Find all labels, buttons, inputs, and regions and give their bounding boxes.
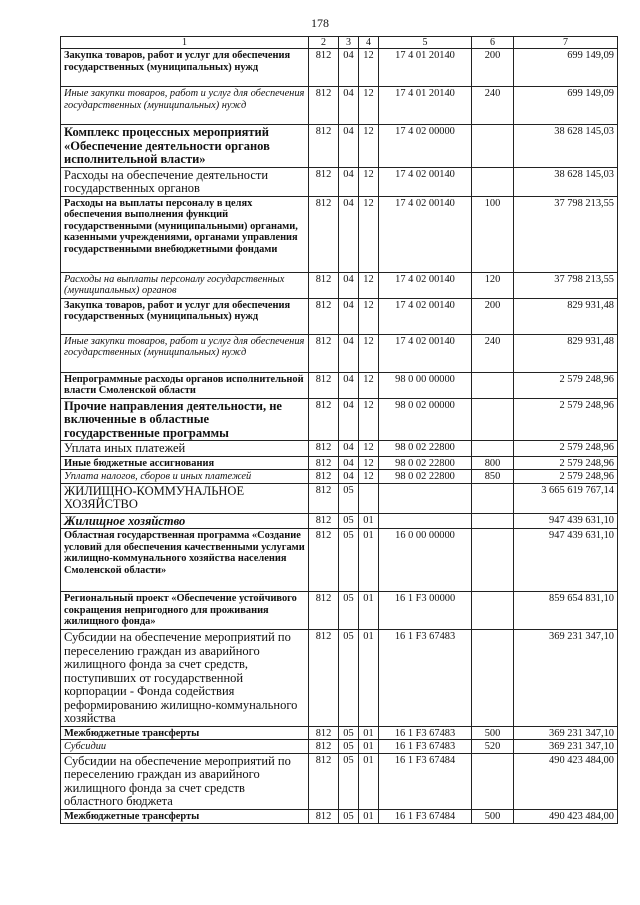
row-expense-type-cell (472, 529, 514, 592)
row-section-cell: 05 (339, 592, 359, 630)
row-subsection-cell: 12 (359, 125, 379, 168)
row-target-article-cell: 16 1 F3 67484 (379, 753, 472, 809)
row-subsection-cell: 01 (359, 630, 379, 727)
row-subsection-cell: 12 (359, 334, 379, 372)
row-target-article-cell: 98 0 02 00000 (379, 398, 472, 441)
row-name-cell: Межбюджетные трансферты (61, 809, 309, 823)
table-row (61, 49, 618, 87)
row-name-cell: Субсидии на обеспечение мероприятий по переселению граждан из аварийного жилищного фонда за счет средств областного бюджета (61, 753, 309, 809)
row-section-cell: 05 (339, 726, 359, 740)
row-name-cell: Уплата налогов, сборов и иных платежей (61, 470, 309, 484)
row-expense-type-cell (472, 167, 514, 196)
row-section-cell: 04 (339, 87, 359, 125)
row-grbs-cell: 812 (309, 87, 339, 125)
row-section-cell: 04 (339, 196, 359, 272)
row-grbs-cell: 812 (309, 167, 339, 196)
row-target-article-cell: 98 0 00 00000 (379, 372, 472, 398)
row-section-cell: 04 (339, 125, 359, 168)
row-subsection-cell: 12 (359, 372, 379, 398)
row-grbs-cell: 812 (309, 726, 339, 740)
row-grbs-cell: 812 (309, 334, 339, 372)
table-row (61, 441, 618, 457)
row-name-cell: Областная государственная программа «Создание условий для обеспечения качественными услугами жилищно-коммунального хозяйства населения Смоленской области» (61, 529, 309, 592)
row-amount-cell: 2 579 248,96 (514, 372, 618, 398)
table-row (61, 372, 618, 398)
header-col-section: 3 (339, 37, 359, 49)
table-row (61, 167, 618, 196)
row-expense-type-cell (472, 630, 514, 727)
table-row (61, 272, 618, 298)
row-grbs-cell: 812 (309, 456, 339, 470)
row-name-cell: Расходы на обеспечение деятельности государственных органов (61, 167, 309, 196)
row-expense-type-cell: 800 (472, 456, 514, 470)
row-subsection-cell: 01 (359, 592, 379, 630)
row-subsection-cell: 01 (359, 740, 379, 754)
row-target-article-cell: 17 4 02 00140 (379, 272, 472, 298)
row-section-cell: 05 (339, 529, 359, 592)
row-amount-cell: 2 579 248,96 (514, 441, 618, 457)
row-subsection-cell: 01 (359, 726, 379, 740)
table-row (61, 398, 618, 441)
row-name-cell: Уплата иных платежей (61, 441, 309, 457)
budget-table (60, 36, 618, 824)
row-name-cell: Субсидии на обеспечение мероприятий по переселению граждан из аварийного жилищного фонда за счет средств, поступивших от государственной корпорации - Фонда содействия реформированию жилищно-коммунального хозяйства (61, 630, 309, 727)
row-name-cell: Комплекс процессных мероприятий «Обеспечение деятельности органов исполнительной власти» (61, 125, 309, 168)
row-section-cell: 04 (339, 272, 359, 298)
table-row (61, 196, 618, 272)
row-grbs-cell: 812 (309, 753, 339, 809)
row-expense-type-cell (472, 513, 514, 529)
row-section-cell: 05 (339, 753, 359, 809)
row-amount-cell: 2 579 248,96 (514, 470, 618, 484)
row-expense-type-cell: 120 (472, 272, 514, 298)
row-grbs-cell: 812 (309, 398, 339, 441)
row-section-cell: 04 (339, 167, 359, 196)
row-subsection-cell: 12 (359, 456, 379, 470)
row-section-cell: 05 (339, 513, 359, 529)
row-target-article-cell: 98 0 02 22800 (379, 456, 472, 470)
row-amount-cell: 2 579 248,96 (514, 456, 618, 470)
row-name-cell: Региональный проект «Обеспечение устойчивого сокращения непригодного для проживания жилищного фонда» (61, 592, 309, 630)
row-subsection-cell: 12 (359, 470, 379, 484)
row-expense-type-cell: 240 (472, 87, 514, 125)
row-subsection-cell: 12 (359, 167, 379, 196)
table-body (61, 49, 618, 824)
row-subsection-cell: 12 (359, 87, 379, 125)
row-amount-cell: 369 231 347,10 (514, 630, 618, 727)
row-section-cell: 04 (339, 470, 359, 484)
row-name-cell: Субсидии (61, 740, 309, 754)
row-name-cell: Межбюджетные трансферты (61, 726, 309, 740)
row-grbs-cell: 812 (309, 592, 339, 630)
row-name-cell: Закупка товаров, работ и услуг для обеспечения государственных (муниципальных) нужд (61, 298, 309, 334)
row-expense-type-cell (472, 398, 514, 441)
row-name-cell: Расходы на выплаты персоналу в целях обеспечения выполнения функций государственными (муниципальными) органами, казенными учреждениями, органами управления государственными внебюджетными фондами (61, 196, 309, 272)
row-amount-cell: 38 628 145,03 (514, 167, 618, 196)
header-col-grbs: 2 (309, 37, 339, 49)
row-target-article-cell: 17 4 02 00140 (379, 298, 472, 334)
row-section-cell: 05 (339, 740, 359, 754)
row-target-article-cell: 16 1 F3 00000 (379, 592, 472, 630)
row-name-cell: ЖИЛИЩНО-КОММУНАЛЬНОЕ ХОЗЯЙСТВО (61, 483, 309, 513)
row-amount-cell: 829 931,48 (514, 334, 618, 372)
row-section-cell: 04 (339, 398, 359, 441)
row-name-cell: Закупка товаров, работ и услуг для обеспечения государственных (муниципальных) нужд (61, 49, 309, 87)
row-amount-cell: 369 231 347,10 (514, 726, 618, 740)
row-section-cell: 04 (339, 456, 359, 470)
header-col-subsection: 4 (359, 37, 379, 49)
row-target-article-cell: 16 1 F3 67483 (379, 740, 472, 754)
row-target-article-cell: 16 1 F3 67484 (379, 809, 472, 823)
row-section-cell: 04 (339, 334, 359, 372)
row-subsection-cell: 12 (359, 272, 379, 298)
row-amount-cell: 859 654 831,10 (514, 592, 618, 630)
row-amount-cell: 37 798 213,55 (514, 196, 618, 272)
row-expense-type-cell: 200 (472, 49, 514, 87)
table-row (61, 483, 618, 513)
row-section-cell: 05 (339, 483, 359, 513)
row-section-cell: 05 (339, 630, 359, 727)
table-row (61, 456, 618, 470)
table-row (61, 592, 618, 630)
row-amount-cell: 38 628 145,03 (514, 125, 618, 168)
header-row (61, 37, 618, 49)
row-target-article-cell: 98 0 02 22800 (379, 470, 472, 484)
row-expense-type-cell: 500 (472, 809, 514, 823)
row-subsection-cell: 12 (359, 49, 379, 87)
row-grbs-cell: 812 (309, 483, 339, 513)
page-number: 178 (311, 16, 329, 30)
row-target-article-cell: 17 4 02 00140 (379, 196, 472, 272)
row-expense-type-cell: 500 (472, 726, 514, 740)
row-subsection-cell: 01 (359, 753, 379, 809)
header-col-target-article: 5 (379, 37, 472, 49)
row-amount-cell: 490 423 484,00 (514, 809, 618, 823)
table-row (61, 630, 618, 727)
row-grbs-cell: 812 (309, 809, 339, 823)
row-subsection-cell: 01 (359, 529, 379, 592)
row-amount-cell: 699 149,09 (514, 49, 618, 87)
row-expense-type-cell: 240 (472, 334, 514, 372)
table-row (61, 87, 618, 125)
row-target-article-cell: 17 4 02 00000 (379, 125, 472, 168)
row-section-cell: 04 (339, 49, 359, 87)
row-target-article-cell: 98 0 02 22800 (379, 441, 472, 457)
row-expense-type-cell (472, 592, 514, 630)
table-row (61, 298, 618, 334)
row-expense-type-cell: 100 (472, 196, 514, 272)
row-grbs-cell: 812 (309, 49, 339, 87)
row-grbs-cell: 812 (309, 196, 339, 272)
row-grbs-cell: 812 (309, 630, 339, 727)
row-amount-cell: 490 423 484,00 (514, 753, 618, 809)
row-subsection-cell: 01 (359, 513, 379, 529)
table-row (61, 513, 618, 529)
row-name-cell: Иные закупки товаров, работ и услуг для обеспечения государственных (муниципальных) нужд (61, 87, 309, 125)
row-grbs-cell: 812 (309, 513, 339, 529)
row-expense-type-cell (472, 753, 514, 809)
table-row (61, 740, 618, 754)
row-grbs-cell: 812 (309, 740, 339, 754)
row-grbs-cell: 812 (309, 125, 339, 168)
row-amount-cell: 947 439 631,10 (514, 529, 618, 592)
row-target-article-cell (379, 483, 472, 513)
row-name-cell: Иные бюджетные ассигнования (61, 456, 309, 470)
table-row (61, 753, 618, 809)
row-expense-type-cell (472, 125, 514, 168)
row-subsection-cell: 12 (359, 196, 379, 272)
row-target-article-cell: 16 0 00 00000 (379, 529, 472, 592)
row-expense-type-cell (472, 372, 514, 398)
row-subsection-cell: 12 (359, 298, 379, 334)
row-subsection-cell (359, 483, 379, 513)
row-name-cell: Жилищное хозяйство (61, 513, 309, 529)
row-amount-cell: 699 149,09 (514, 87, 618, 125)
table-row (61, 334, 618, 372)
row-expense-type-cell: 850 (472, 470, 514, 484)
table-row (61, 125, 618, 168)
row-target-article-cell: 17 4 01 20140 (379, 87, 472, 125)
row-expense-type-cell (472, 441, 514, 457)
row-subsection-cell: 12 (359, 398, 379, 441)
table-row (61, 470, 618, 484)
table-row (61, 529, 618, 592)
row-target-article-cell: 17 4 02 00140 (379, 334, 472, 372)
header-col-amount: 7 (514, 37, 618, 49)
row-amount-cell: 829 931,48 (514, 298, 618, 334)
row-section-cell: 04 (339, 372, 359, 398)
row-amount-cell: 3 665 619 767,14 (514, 483, 618, 513)
row-target-article-cell: 16 1 F3 67483 (379, 726, 472, 740)
row-name-cell: Иные закупки товаров, работ и услуг для обеспечения государственных (муниципальных) нужд (61, 334, 309, 372)
row-grbs-cell: 812 (309, 372, 339, 398)
row-amount-cell: 947 439 631,10 (514, 513, 618, 529)
row-expense-type-cell (472, 483, 514, 513)
header-col-expense-type: 6 (472, 37, 514, 49)
row-amount-cell: 2 579 248,96 (514, 398, 618, 441)
row-grbs-cell: 812 (309, 529, 339, 592)
row-grbs-cell: 812 (309, 470, 339, 484)
row-target-article-cell (379, 513, 472, 529)
row-name-cell: Расходы на выплаты персоналу государственных (муниципальных) органов (61, 272, 309, 298)
row-expense-type-cell: 520 (472, 740, 514, 754)
row-section-cell: 04 (339, 441, 359, 457)
row-grbs-cell: 812 (309, 441, 339, 457)
row-amount-cell: 369 231 347,10 (514, 740, 618, 754)
header-col-name: 1 (61, 37, 309, 49)
table-row (61, 726, 618, 740)
row-grbs-cell: 812 (309, 272, 339, 298)
row-expense-type-cell: 200 (472, 298, 514, 334)
row-amount-cell: 37 798 213,55 (514, 272, 618, 298)
row-target-article-cell: 16 1 F3 67483 (379, 630, 472, 727)
row-target-article-cell: 17 4 02 00140 (379, 167, 472, 196)
table-row (61, 809, 618, 823)
row-name-cell: Прочие направления деятельности, не включенные в областные государственные программы (61, 398, 309, 441)
row-section-cell: 05 (339, 809, 359, 823)
row-subsection-cell: 01 (359, 809, 379, 823)
row-target-article-cell: 17 4 01 20140 (379, 49, 472, 87)
row-grbs-cell: 812 (309, 298, 339, 334)
row-name-cell: Непрограммные расходы органов исполнительной власти Смоленской области (61, 372, 309, 398)
row-subsection-cell: 12 (359, 441, 379, 457)
row-section-cell: 04 (339, 298, 359, 334)
